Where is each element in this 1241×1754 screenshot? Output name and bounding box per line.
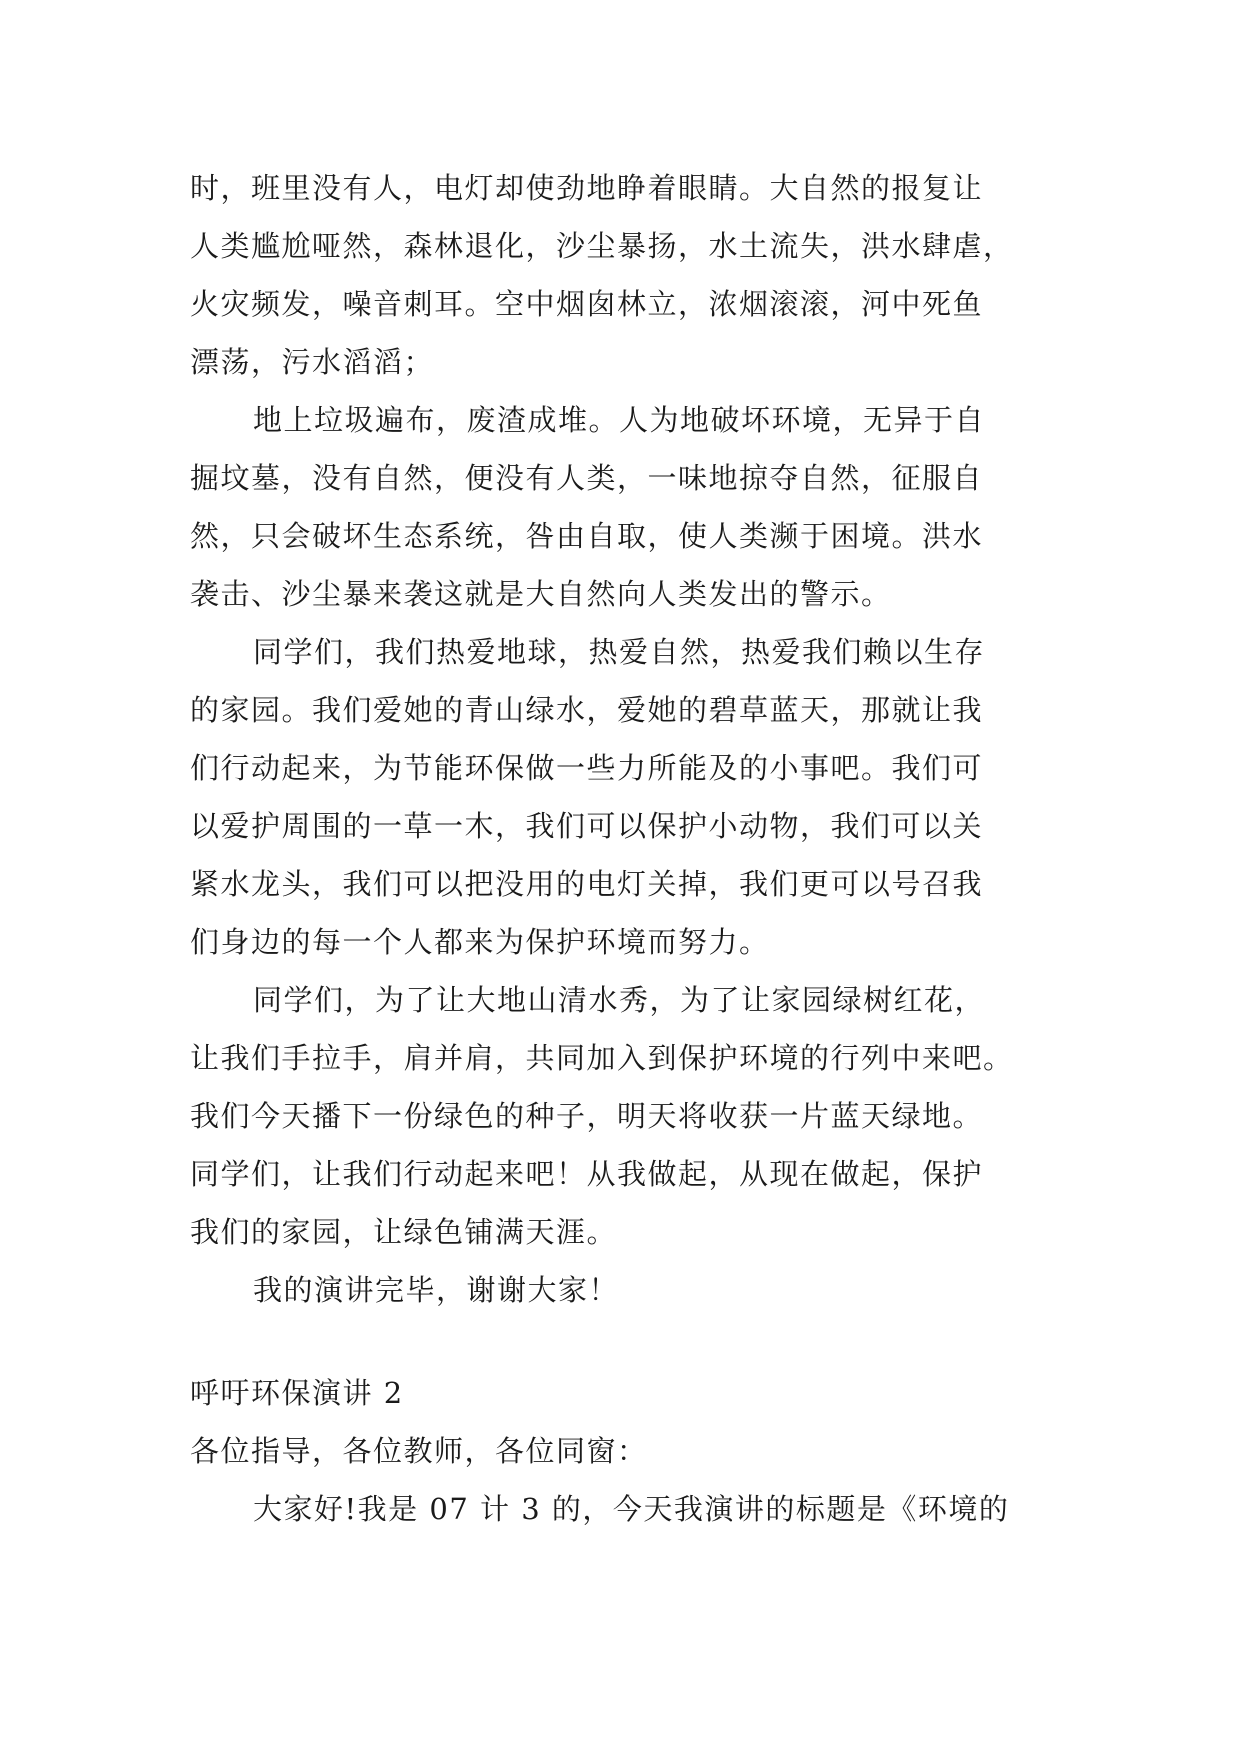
paragraph-line: 我的演讲完毕，谢谢大家！ [253, 1273, 620, 1307]
paragraph-line: 火灾频发，噪音刺耳。空中烟囱林立，浓烟滚滚，河中死鱼 [190, 287, 984, 321]
paragraph-line: 以爱护周围的一草一木，我们可以保护小动物，我们可以关 [190, 809, 984, 843]
paragraph-line: 时，班里没有人，电灯却使劲地睁着眼睛。大自然的报复让 [190, 171, 984, 205]
paragraph-line: 们行动起来，为节能环保做一些力所能及的小事吧。我们可 [190, 751, 984, 785]
paragraph-line: 们身边的每一个人都来为保护环境而努力。 [190, 925, 770, 959]
paragraph-line: 掘坟墓，没有自然，便没有人类，一味地掠夺自然，征服自 [190, 461, 984, 495]
section-title: 呼吁环保演讲 2 [190, 1376, 404, 1410]
paragraph-line: 让我们手拉手，肩并肩，共同加入到保护环境的行列中来吧。 [190, 1041, 1014, 1075]
paragraph-line: 袭击、沙尘暴来袭这就是大自然向人类发出的警示。 [190, 577, 892, 611]
paragraph-line: 的家园。我们爱她的青山绿水，爱她的碧草蓝天，那就让我 [190, 693, 984, 727]
paragraph-line: 我们今天播下一份绿色的种子，明天将收获一片蓝天绿地。 [190, 1099, 984, 1133]
paragraph-line: 同学们，为了让大地山清水秀，为了让家园绿树红花， [253, 983, 986, 1017]
paragraph-line: 漂荡，污水滔滔； [190, 345, 435, 379]
paragraph-line: 人类尴尬哑然，森林退化，沙尘暴扬，水土流失，洪水肆虐， [190, 229, 1014, 263]
paragraph-line: 大家好!我是 07 计 3 的，今天我演讲的标题是《环境的 [253, 1492, 1010, 1526]
paragraph-line: 同学们，让我们行动起来吧！从我做起，从现在做起，保护 [190, 1157, 984, 1191]
paragraph-line: 紧水龙头，我们可以把没用的电灯关掉，我们更可以号召我 [190, 867, 984, 901]
paragraph-line: 地上垃圾遍布，废渣成堆。人为地破坏环境，无异于自 [253, 403, 986, 437]
greeting-line: 各位指导，各位教师，各位同窗： [190, 1434, 648, 1468]
paragraph-line: 我们的家园，让绿色铺满天涯。 [190, 1215, 618, 1249]
paragraph-line: 然，只会破坏生态系统，咎由自取，使人类濒于困境。洪水 [190, 519, 984, 553]
paragraph-line: 同学们，我们热爱地球，热爱自然，热爱我们赖以生存 [253, 635, 986, 669]
